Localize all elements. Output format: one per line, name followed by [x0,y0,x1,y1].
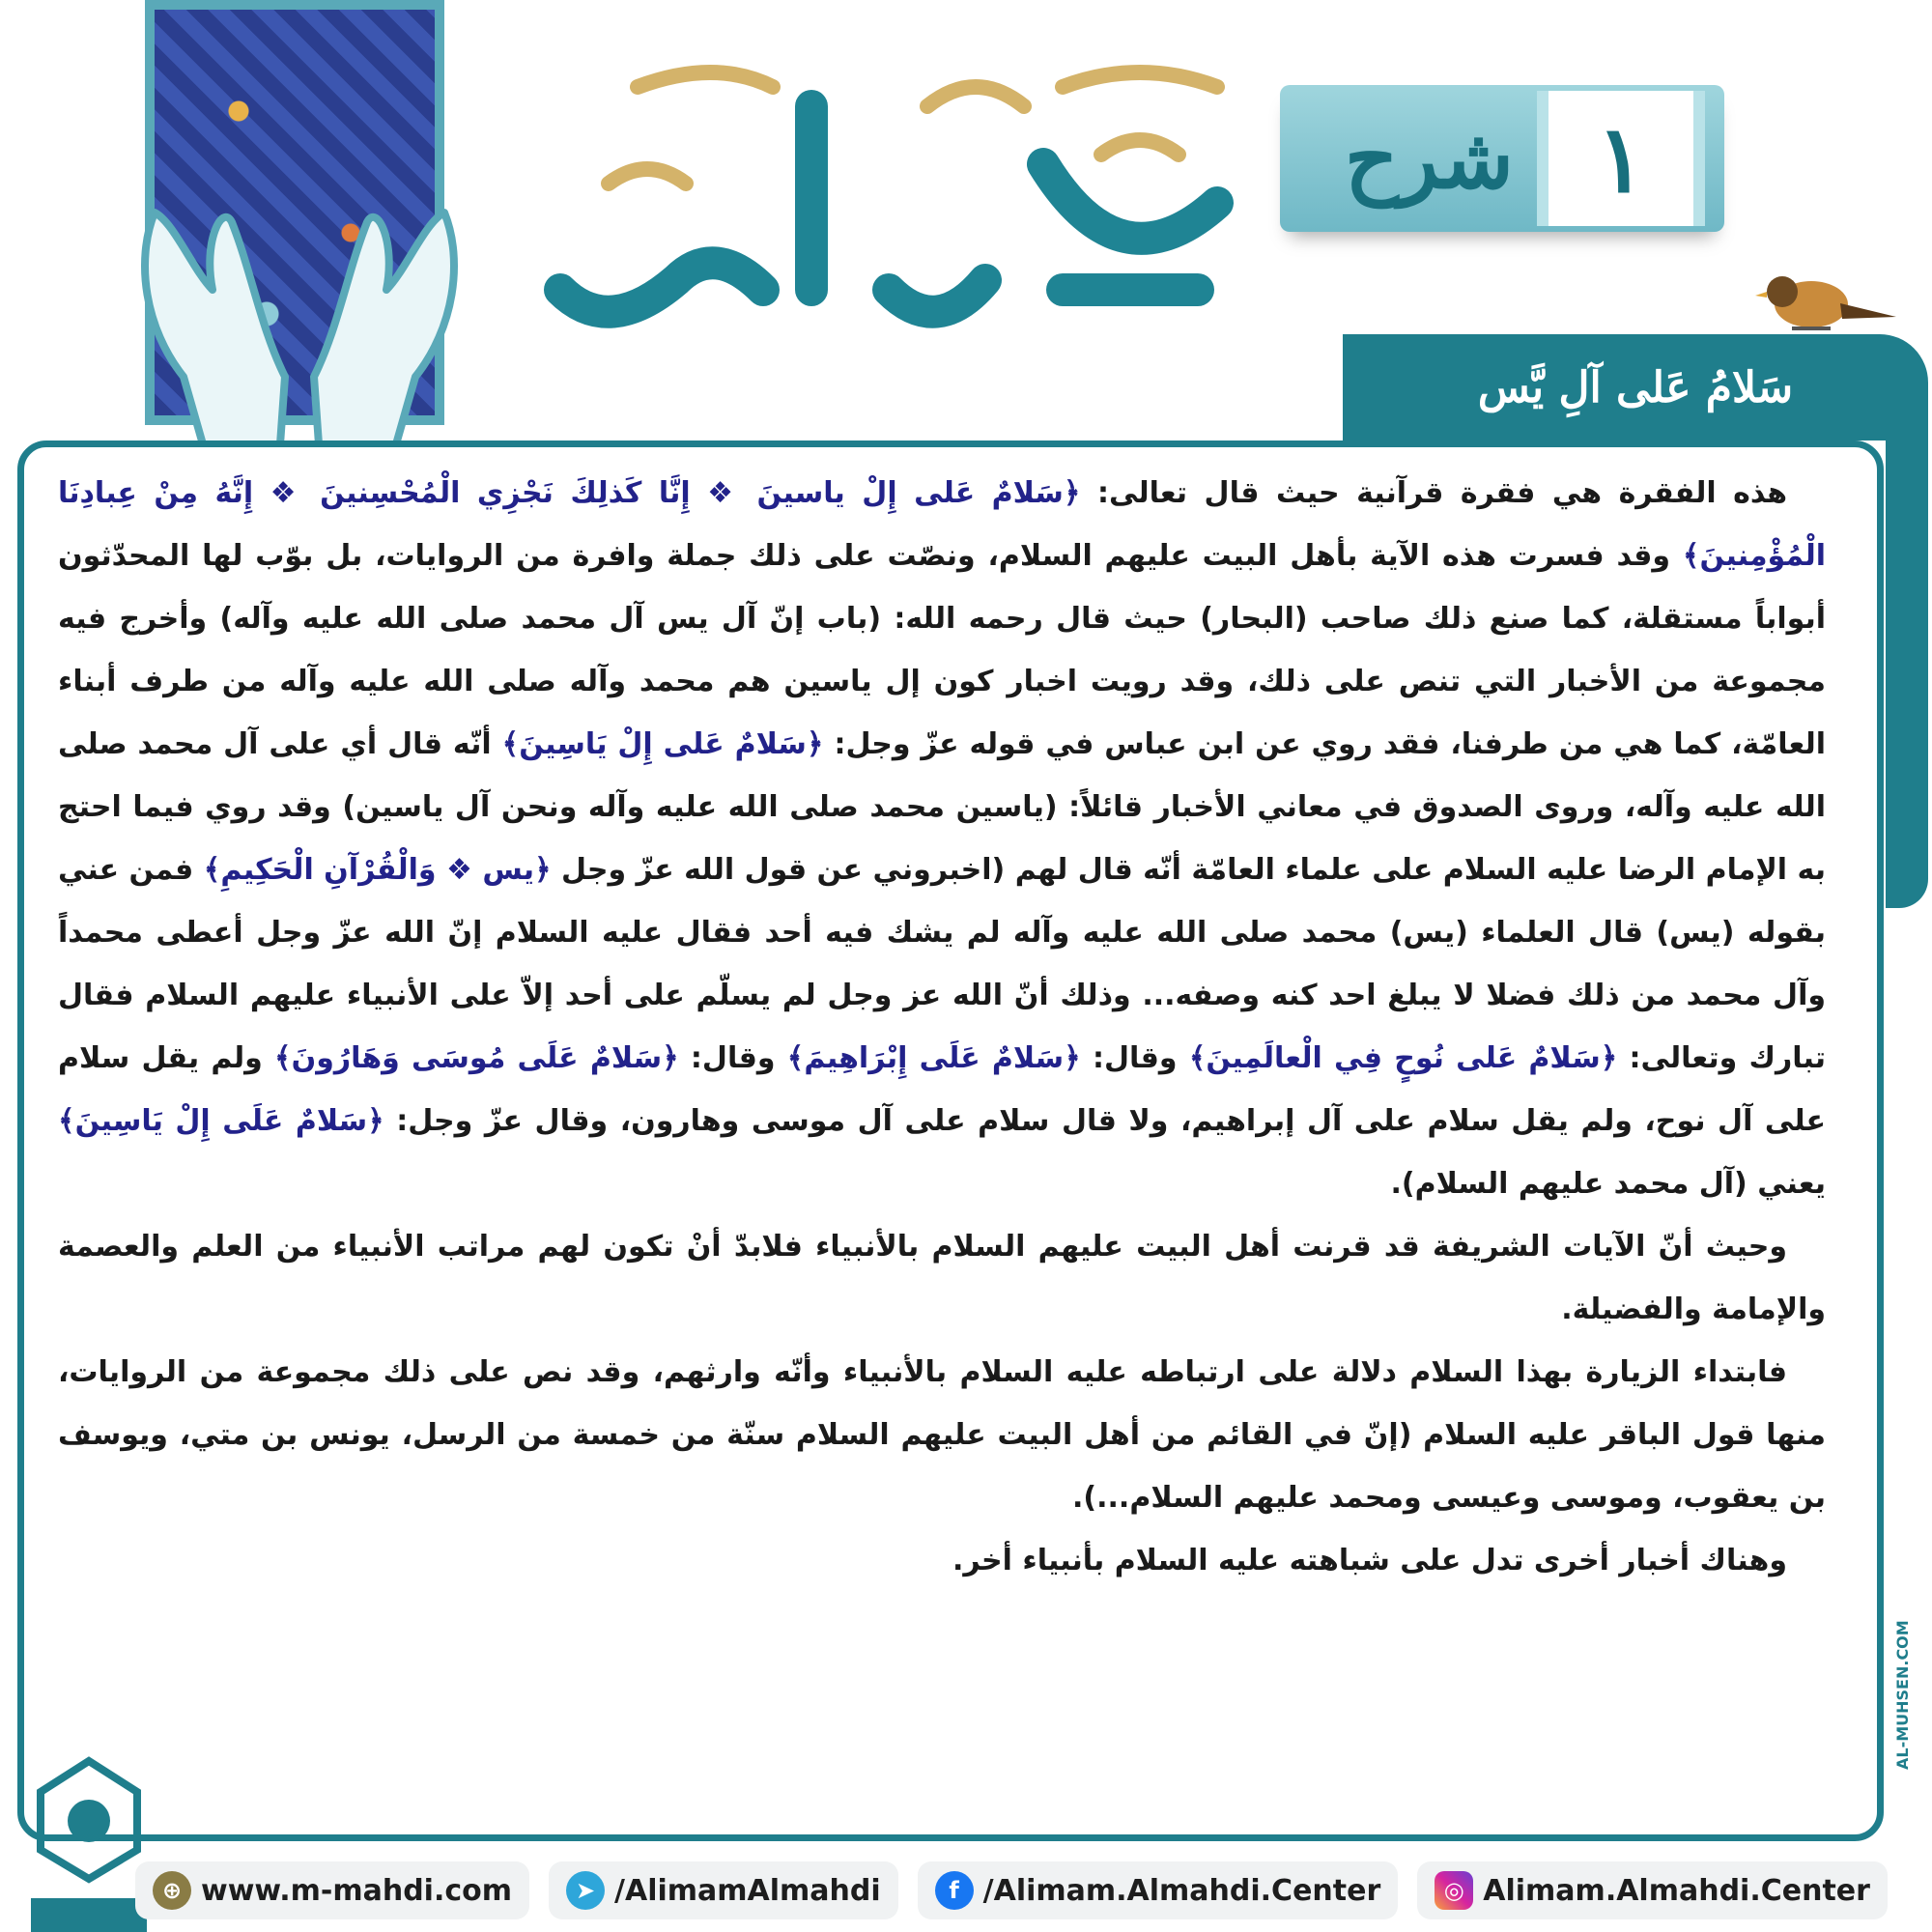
title-calligraphy-text: زيارة آل ياسين [885,338,893,339]
facebook-icon: f [935,1871,974,1910]
paragraph-2 [58,1215,1826,1341]
paragraph-1 [58,462,1826,1215]
praying-hands-icon [116,184,483,454]
website-link[interactable] [135,1861,529,1919]
quran-verse: ﴿سَلامٌ عَلَى إِلْ يَاسِينَ﴾ [58,1104,384,1138]
section-heading: سَلامُ عَلى آلِ يَّس [1477,362,1794,412]
quran-verse: ﴿سَلامٌ عَلى إِلْ يَاسِينَ﴾ [501,727,824,761]
paragraph-3 [58,1341,1826,1529]
text-segment: وقال: [678,1041,787,1075]
website-text: www.m-mahdi.com [201,1873,513,1908]
text-segment: وقد فسرت هذه الآية بأهل البيت عليهم السلام، ونصّت على ذلك جملة وافرة من الروايات، بل بوّب لها المحدّثون أبواباً مستقلة، كما صنع ذلك صاحب (البحار) حيث قال رحمه الله: (باب إنّ آل يس آل محمد صلى الله عليه وآله) وأخرج فيه مجموعة من الأخبار التي تنص على ذلك، وقد رويت اخبار كون إل ياسين هم محمد وآله صلى الله عليه وآله من طرف أبناء العامّة، كما هي من طرفنا، فقد روي عن ابن عباس في قوله عزّ وجل: [58,539,1826,761]
text-segment: فمن عني بقوله (يس) قال العلماء (يس) محمد صلى الله عليه وآله لم يشك فيه أحد فقال عليه السلام إنّ الله عزّ وجل أعطى محمداً وآل محمد من ذلك فضلا لا يبلغ احد كنه وصفه... وذلك أنّ الله عز وجل لم يسلّم على أحد إلاّ على الأنبياء عليهم السلام فقال تبارك وتعالى: [58,853,1827,1075]
footer-links [135,1857,1922,1924]
text-segment: هذه الفقرة هي فقرة قرآنية حيث قال تعالى: [1080,476,1787,510]
facebook-text: /Alimam.Almahdi.Center [982,1873,1381,1908]
telegram-link[interactable] [549,1861,898,1919]
quran-verse: ﴿يس ❖ وَالْقُرْآنِ الْحَكِيمِ﴾ [203,853,552,887]
telegram-icon: ➤ [566,1871,605,1910]
text-segment: وحيث أنّ الآيات الشريفة قد قرنت أهل البيت عليهم السلام بالأنبياء فلابدّ أنْ تكون لهم مراتب الأنبياء من العلم والعصمة والإمامة والفضيلة. [58,1230,1826,1326]
sharh-number: ١ [1537,91,1705,226]
text-segment: وقال: [1080,1041,1189,1075]
instagram-icon: ◎ [1435,1871,1473,1910]
instagram-link[interactable] [1417,1861,1888,1919]
sharh-badge [1280,85,1724,232]
text-segment: وهناك أخبار أخرى تدل على شباهته عليه السلام بأنبياء أخر. [952,1544,1787,1577]
quran-verse: ﴿سَلامٌ عَلَى مُوسَى وَهَارُونَ﴾ [274,1041,679,1075]
globe-icon: ⊕ [153,1871,191,1910]
instagram-text: Alimam.Almahdi.Center [1483,1873,1870,1908]
quran-verse: ﴿سَلامٌ عَلى إِلْ ياسينَ ❖ إِنَّا كَذلِكَ نَجْزِي الْمُحْسِنينَ ❖ إِنَّهُ مِنْ عِبادِنَا الْمُؤْمِنينَ﴾ [58,476,1826,573]
side-accent-bar [1886,386,1928,908]
body-text [58,462,1826,1824]
telegram-text: /AlimamAlmahdi [614,1873,881,1908]
quran-verse: ﴿سَلامٌ عَلَى إِبْرَاهِيمَ﴾ [786,1041,1081,1075]
text-segment: ولم يقل سلام على آل نوح، ولم يقل سلام على آل إبراهيم، ولا قال سلام على آل موسى وهارون، وقال عزّ وجل: [58,1041,1826,1138]
sharh-label: شرح [1344,109,1514,208]
title-calligraphy-art [522,48,1256,348]
paragraph-4 [58,1529,1826,1592]
text-segment: يعني (آل محمد عليهم السلام). [1390,1167,1826,1201]
text-segment: فابتداء الزيارة بهذا السلام دلالة على ارتباطه عليه السلام بالأنبياء وأنّه وارثهم، وقد نص على ذلك مجموعة من الروايات، منها قول الباقر عليه السلام (إنّ في القائم من أهل البيت عليهم السلام سنّة من خمسة من الرسل، يونس بن متي، ويوسف بن يعقوب، وموسى وعيسى ومحمد عليهم السلام...). [58,1355,1826,1515]
text-segment: أنّه قال أي على آل محمد صلى الله عليه وآله، وروى الصدوق في معاني الأخبار قائلاً: (ياسين محمد صلى الله عليه وآله ونحن آل ياسين) وقد روي فيما احتج به الإمام الرضا عليه السلام على علماء العامّة أنّه قال لهم (اخبروني عن قول الله عزّ وجل [58,727,1827,887]
side-watermark: AL-MUHSEN.COM [1893,1620,1912,1771]
facebook-link[interactable] [918,1861,1399,1919]
quran-verse: ﴿سَلامٌ عَلى نُوحٍ فِي الْعالَمِينَ﴾ [1188,1041,1618,1075]
section-heading-bar [1343,334,1928,440]
bird-icon [1753,270,1898,343]
